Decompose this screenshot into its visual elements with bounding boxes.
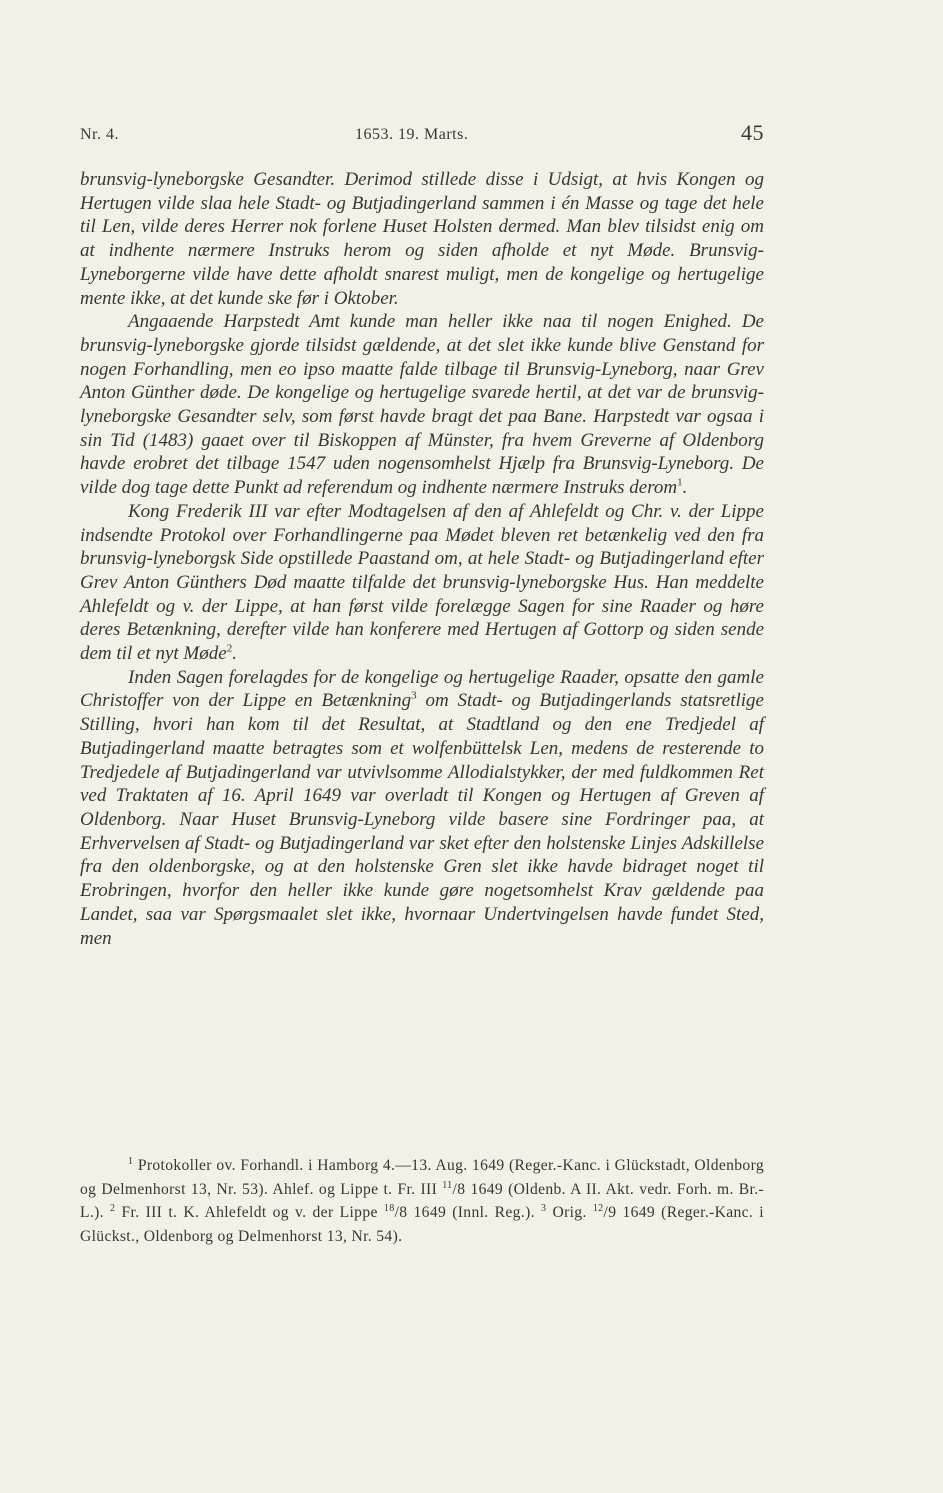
footnote-3-text-2: 1649 (Reger.-Kanc. i Glückst., Oldenborg og Delmenhorst 13, Nr. 54). <box>80 1204 764 1245</box>
footnote-3-mark: 3 <box>540 1202 547 1214</box>
paragraph-2-text: Angaaende Harpstedt Amt kunde man heller ikke naa til nogen Enighed. De brunsvig-lyneborgske gjorde tilsidst gældende, at det slet ikke kunde blive Genstand for nogen Forhandling, men eo ipso maatte falde tilbage til Brunsvig-Lyneborg, naar Grev Anton Günther døde. De kongelige og hertugelige svarede hertil, at det var de brunsvig-lyneborgske Gesandter selv, som først havde bragt det paa Bane. Harpstedt var ogsaa i sin Tid (1483) gaaet over til Biskoppen af Münster, fra hvem Greverne af Oldenborg havde erobret det tilbage 1547 uden nogensomhelst Hjælp fra Brunsvig-Lyneborg. De vilde dog tage dette Punkt ad referendum og indhente nærmere Instruks derom <box>80 311 764 499</box>
footnote-1-date-num: 11 <box>442 1179 453 1191</box>
footnote-3-date-den: /9 <box>603 1204 617 1221</box>
footnote-1-text: Protokoller ov. Forhandl. i Hamborg 4.—13. Aug. 1649 (Reger.-Kanc. i Glückstadt, Oldenborg og Delmenhorst 13, Nr. 53). Ahlef. og Lippe t. Fr. III <box>80 1157 764 1198</box>
paragraph-4 <box>80 666 764 950</box>
footnote-block <box>80 1154 764 1248</box>
chapter-number: Nr. 4. <box>80 126 119 143</box>
paragraph-3-end: . <box>232 643 237 665</box>
footnote-1-date-den: /8 <box>452 1180 466 1198</box>
paragraph-2 <box>80 310 764 500</box>
paragraph-3-text: Kong Frederik III var efter Modtagelsen af den af Ahlefeldt og Chr. v. der Lippe indsendte Protokol over Forhandlingerne paa Mødet bleven ret betænkelig ved den fra brunsvig-lyneborgsk Side opstillede Paastand om, at hele Stadt- og Butjadingerland efter Grev Anton Günthers Død maatte tilfalde det brunsvig-lyneborgske Hus. Han meddelte Ahlefeldt og v. der Lippe, at han først vilde forelægge Sagen for sine Raader og høre deres Betænkning, derefter vilde han konferere med Hertugen af Gottorp og siden sende dem til et nyt Møde <box>80 500 764 665</box>
running-header <box>80 120 764 150</box>
footnote-ref-1: 1 <box>677 476 683 489</box>
footnote-1-text-2: 1649 (Oldenb. A II. Akt. vedr. Forh. m. Br.-L.). <box>80 1180 765 1221</box>
paragraph-1: brunsvig-lyneborgske Gesandter. Derimod stillede disse i Udsigt, at hvis Kongen og Hertugen vilde slaa hele Stadt- og Butjadingerland sammen i én Masse og tage det hele til Len, vilde deres Herrer nok forlene Huset Holsten dermed. Man blev tilsidst enig om at indhente nærmere Instruks herom og siden afholde et nyt Møde. Brunsvig-Lyneborgerne vilde have dette afholdt snarest muligt, men de kongelige og hertugelige mente ikke, at det kunde ske før i Oktober. <box>80 169 764 309</box>
paragraph-2-end: . <box>682 477 688 499</box>
footnote-2-date-den: /8 <box>394 1204 408 1221</box>
footnote-2-date-num: 18 <box>383 1202 395 1214</box>
page-number: 45 <box>741 120 764 145</box>
footnote-3-date-num: 12 <box>592 1202 604 1214</box>
footnote-2-mark: 2 <box>110 1202 116 1214</box>
footnote-ref-3: 3 <box>411 690 417 703</box>
paragraph-4-rest: om Stadt- og Butjadingerlands statsretlige Stilling, hvori han kom til det Resultat, at Stadtland og den ene Tredjedel af Butjadingerland maatte betragtes som et wolfenbüttelsk Len, medens de resterende to Tredjedele af Butjadingerland var utvivlsomme Allodialstykker, der med fuldkommen Ret ved Traktaten af 16. April 1649 var overladt til Kongen og Hertugen af Greven af Oldenborg. Naar Huset Brunsvig-Lyneborg vilde basere sine Fordringer paa, at Erhvervelsen af Stadt- og Butjadingerland var sket efter den holstenske Linjes Adskillelse fra den oldenborgske, og at den holstenske Gren slet ikke havde bidraget noget til Erobringen, hvorfor den heller ikke kunde gøre nogetsomhelst Krav gældende paa Landet, saa var Spørgsmaalet slet ikke, hvornaar Undertvingelsen havde fundet Sted, men <box>80 690 764 949</box>
footnote-ref-2: 2 <box>226 642 233 655</box>
paragraph-3 <box>80 500 764 666</box>
main-text <box>80 168 764 950</box>
footnotes <box>80 1154 764 1248</box>
footnote-1-mark: 1 <box>128 1155 134 1167</box>
footnote-2-text-2: 1649 (Innl. Reg.). <box>407 1204 541 1221</box>
footnote-3-text: Orig. <box>546 1204 593 1221</box>
footnote-2-text: Fr. III t. K. Ahlefeldt og v. der Lippe <box>115 1204 384 1221</box>
header-date: 1653. 19. Marts. <box>355 126 469 143</box>
paragraph-4-start: Inden Sagen forelagdes for de kongelige og hertugelige Raader, opsatte den gamle Christoffer von der Lippe en Betænkning <box>80 666 764 712</box>
